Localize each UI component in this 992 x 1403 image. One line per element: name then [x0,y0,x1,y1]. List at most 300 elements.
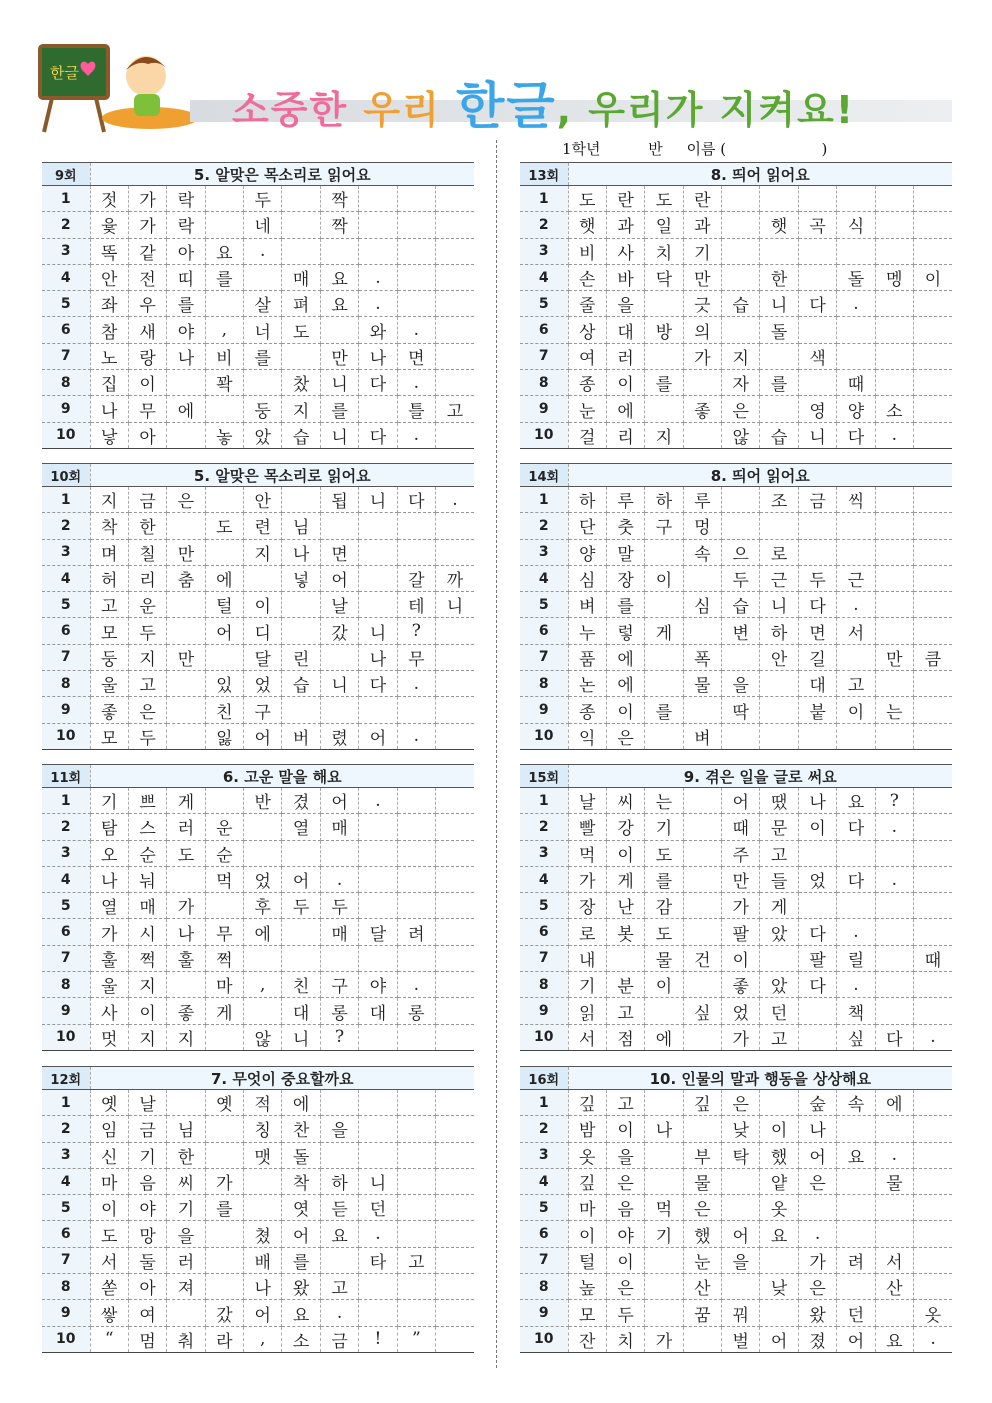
table-row [42,1195,474,1221]
char-cell: 착 [282,1168,320,1194]
char-cell [167,697,205,723]
char-cell [875,565,913,591]
char-cell: 에 [645,1024,683,1050]
char-cell [436,317,474,343]
char-cell [436,186,474,212]
char-cell: 양 [568,539,606,565]
char-cell [359,592,397,618]
char-cell: . [320,1300,358,1326]
session-label: 13회 [520,163,568,186]
char-cell: 던 [359,1195,397,1221]
char-cell: 이 [645,972,683,998]
char-cell: 습 [722,592,760,618]
char-cell: 지 [244,539,282,565]
char-cell [282,238,320,264]
char-cell: 기 [90,788,128,814]
char-cell [722,513,760,539]
char-cell [683,840,721,866]
char-cell: 았 [244,422,282,448]
char-cell: 왔 [798,1300,836,1326]
char-cell: 옛 [90,1090,128,1116]
char-cell: 숲 [798,1090,836,1116]
table-row [520,186,952,212]
char-cell: 이 [914,264,952,290]
char-cell: 왔 [282,1274,320,1300]
char-cell: 모 [90,618,128,644]
char-cell: 윷 [90,212,128,238]
char-cell [397,1300,435,1326]
char-cell: 상 [568,317,606,343]
char-cell: 임 [90,1116,128,1142]
char-cell [645,1247,683,1273]
char-cell [205,487,243,513]
char-cell [436,814,474,840]
char-cell: 에 [606,671,644,697]
row-number: 3 [520,238,568,264]
table-row [42,644,474,670]
char-cell [837,186,875,212]
char-cell [436,1274,474,1300]
char-cell [683,814,721,840]
char-cell: 친 [282,972,320,998]
char-cell: 착 [90,513,128,539]
char-cell [244,1195,282,1221]
char-cell [205,1274,243,1300]
row-number: 5 [520,1195,568,1221]
char-cell: 을 [722,1247,760,1273]
char-cell [683,788,721,814]
char-cell [205,396,243,422]
char-cell [397,1142,435,1168]
char-cell: 게 [167,788,205,814]
table-row [42,1090,474,1116]
char-cell [875,513,913,539]
char-cell [914,422,952,448]
char-cell [798,317,836,343]
char-cell [436,291,474,317]
char-cell: 린 [282,644,320,670]
table-row [42,671,474,697]
char-cell [914,1090,953,1116]
char-cell: 마 [90,1168,128,1194]
char-cell: 니 [320,671,358,697]
row-number: 1 [42,186,90,212]
table-row [42,866,474,892]
session-title: 5. 알맞은 목소리로 읽어요 [90,464,474,487]
char-cell: 폭 [683,644,721,670]
char-cell: 바 [606,264,644,290]
table-row [520,1274,952,1300]
char-cell: . [798,1221,836,1247]
char-cell: 쳤 [244,1221,282,1247]
char-cell: 두 [282,893,320,919]
char-cell [914,919,952,945]
char-cell [205,186,243,212]
char-cell: 다 [798,919,836,945]
char-cell [798,186,836,212]
char-cell [282,212,320,238]
char-cell: 고 [128,671,166,697]
char-cell: 싶 [683,998,721,1024]
row-number: 9 [520,1300,568,1326]
char-cell: 칭 [244,1116,282,1142]
char-cell: 손 [568,264,606,290]
char-cell: 때 [722,814,760,840]
table-row [42,592,474,618]
char-cell: 영 [798,396,836,422]
char-cell: 됩 [320,487,358,513]
char-cell [205,1116,243,1142]
char-cell [320,644,358,670]
table-row [520,788,952,814]
char-cell: 주 [722,840,760,866]
char-cell: ? [320,1024,358,1050]
char-cell [359,1024,397,1050]
table-row [42,264,474,290]
char-cell: 분 [606,972,644,998]
char-cell: 아 [167,238,205,264]
session-title: 7. 무엇이 중요할까요 [90,1067,474,1090]
table-row [520,1090,952,1116]
char-cell: 좋 [90,697,128,723]
char-cell: 을 [167,1221,205,1247]
char-cell: 를 [167,291,205,317]
char-cell [875,893,913,919]
char-cell: . [875,814,913,840]
char-cell: 쁘 [128,788,166,814]
char-cell: 멋 [90,1024,128,1050]
char-cell [645,1168,683,1194]
char-cell: 가 [167,893,205,919]
char-cell: 눈 [568,396,606,422]
char-cell [397,1221,435,1247]
row-number: 3 [42,539,90,565]
char-cell: 렸 [320,723,358,749]
char-cell: 눠 [128,866,166,892]
char-cell: 다 [837,422,875,448]
char-cell: 를 [760,370,798,396]
row-number: 7 [42,945,90,971]
char-cell: 을 [722,671,760,697]
char-cell: 어 [798,1142,836,1168]
char-cell [875,539,913,565]
char-cell [282,919,320,945]
char-cell: 두 [128,618,166,644]
session-label: 12회 [42,1067,90,1090]
char-cell: , [244,1326,282,1352]
char-cell [436,998,474,1024]
char-cell: 새 [128,317,166,343]
char-cell [436,1326,474,1352]
char-cell [875,618,913,644]
char-cell [359,1142,397,1168]
table-row [42,1274,474,1300]
char-cell: 자 [722,370,760,396]
char-cell: 대 [282,998,320,1024]
char-cell: 울 [90,972,128,998]
char-cell [875,1195,913,1221]
row-number: 9 [42,1300,90,1326]
char-cell [359,945,397,971]
char-cell: 붙 [798,697,836,723]
char-cell: 요 [837,1142,875,1168]
char-cell: 네 [244,212,282,238]
char-cell [436,264,474,290]
char-cell: 대 [359,998,397,1024]
table-row [42,972,474,998]
char-cell: 땠 [760,788,798,814]
char-cell [282,840,320,866]
char-cell [914,1168,953,1194]
char-cell [837,840,875,866]
char-cell: 어 [244,723,282,749]
char-cell [914,1195,953,1221]
char-cell: . [397,972,435,998]
char-cell [760,1247,798,1273]
char-cell: 멩 [875,264,913,290]
char-cell [914,972,952,998]
char-cell [167,618,205,644]
char-cell: 를 [244,343,282,369]
char-cell: 대 [798,671,836,697]
char-cell: 와 [359,317,397,343]
char-cell: . [837,592,875,618]
char-cell: 이 [722,945,760,971]
row-number: 7 [520,644,568,670]
table-row [520,1221,952,1247]
char-cell: 이 [837,697,875,723]
char-cell [397,212,435,238]
char-cell: 져 [167,1274,205,1300]
char-cell: 만 [167,539,205,565]
char-cell: . [359,1221,397,1247]
table-row [520,945,952,971]
char-cell [914,788,952,814]
char-cell: 물 [683,671,721,697]
char-cell [436,1247,474,1273]
char-cell: . [875,866,913,892]
char-cell [760,396,798,422]
char-cell: 두 [244,186,282,212]
row-number: 1 [42,1090,90,1116]
char-cell: 쩍 [205,945,243,971]
char-cell [436,893,474,919]
char-cell: 습 [722,291,760,317]
char-cell [436,539,474,565]
char-cell [359,396,397,422]
char-cell: 사 [606,238,644,264]
char-cell [914,1142,953,1168]
char-cell [722,1195,760,1221]
banner-word-4: , 우리가 지켜요! [556,88,856,132]
char-cell: 점 [606,1024,644,1050]
row-number: 6 [42,1221,90,1247]
row-number: 5 [520,291,568,317]
char-cell: 팔 [798,945,836,971]
char-cell: 큼 [914,644,952,670]
table-row [520,814,952,840]
char-cell [397,539,435,565]
char-cell: 하 [320,1168,358,1194]
row-number: 10 [520,1024,568,1050]
char-cell: 너 [244,317,282,343]
char-cell [645,1300,683,1326]
char-cell: 이 [606,697,644,723]
char-cell: 않 [244,1024,282,1050]
char-cell [914,671,952,697]
row-number: 3 [42,238,90,264]
char-cell [722,1274,760,1300]
char-cell: 어 [722,788,760,814]
char-cell: 벼 [568,592,606,618]
char-cell: . [320,866,358,892]
char-cell [436,1142,474,1168]
char-cell: 루 [683,487,721,513]
row-number: 7 [42,343,90,369]
char-cell [205,1024,243,1050]
char-cell: 돌 [282,1142,320,1168]
char-cell [244,998,282,1024]
char-cell: 줄 [568,291,606,317]
char-cell [875,1300,913,1326]
char-cell: 던 [837,1300,875,1326]
mascot-chalkboard-illustration [38,40,208,135]
char-cell: 논 [568,671,606,697]
char-cell: 닥 [645,264,683,290]
char-cell [359,893,397,919]
row-number: 9 [42,396,90,422]
page-header [0,0,992,158]
char-cell: 비 [205,343,243,369]
char-cell: 다 [359,370,397,396]
char-cell: 어 [320,788,358,814]
banner-title [232,66,855,138]
column-divider [496,140,497,1368]
table-row [520,1142,952,1168]
char-cell: 한 [760,264,798,290]
char-cell: 털 [205,592,243,618]
char-cell [436,945,474,971]
table-row [42,893,474,919]
char-cell [205,893,243,919]
row-number: 3 [520,539,568,565]
char-cell: 요 [760,1221,798,1247]
row-number: 10 [42,1326,90,1352]
char-cell: 롱 [397,998,435,1024]
char-cell: ! [359,1326,397,1352]
table-row [42,788,474,814]
char-cell: 두 [320,893,358,919]
char-cell: 도 [205,513,243,539]
char-cell: 나 [359,343,397,369]
char-cell [683,972,721,998]
row-number: 10 [42,1024,90,1050]
char-cell: 나 [167,343,205,369]
char-cell [914,1221,953,1247]
char-cell [397,1116,435,1142]
table-row [520,723,952,749]
char-cell [645,1090,683,1116]
char-cell: 나 [359,644,397,670]
char-cell [798,539,836,565]
char-cell [244,945,282,971]
char-cell [914,840,952,866]
char-cell: 어 [205,618,243,644]
char-cell: 멍 [683,513,721,539]
char-cell: 심 [683,592,721,618]
char-cell: 매 [320,919,358,945]
char-cell [436,840,474,866]
char-cell: 장 [606,565,644,591]
row-number: 8 [520,370,568,396]
char-cell [205,291,243,317]
char-cell: 똑 [90,238,128,264]
char-cell [282,697,320,723]
char-cell: 날 [568,788,606,814]
char-cell: 춧 [606,513,644,539]
char-cell: 를 [205,264,243,290]
row-number: 7 [520,945,568,971]
char-cell: 먹 [205,866,243,892]
char-cell [397,513,435,539]
table-row [42,919,474,945]
char-cell: 어 [320,565,358,591]
char-cell: 소 [875,396,913,422]
char-cell: 감 [645,893,683,919]
char-cell: 요 [282,1300,320,1326]
char-cell: 햇 [568,212,606,238]
char-cell: 도 [568,186,606,212]
char-cell: 집 [90,370,128,396]
char-cell [167,972,205,998]
row-number: 5 [520,592,568,618]
table-row [42,814,474,840]
char-cell [645,1142,683,1168]
char-cell: 누 [568,618,606,644]
char-cell: 고 [760,1024,798,1050]
char-cell: 에 [282,1090,320,1116]
char-cell [760,1090,798,1116]
char-cell [359,1090,397,1116]
char-cell [914,592,952,618]
row-number: 2 [42,1116,90,1142]
char-cell [837,1116,875,1142]
char-cell [683,919,721,945]
char-cell: 만 [167,644,205,670]
char-cell: 고 [606,998,644,1024]
table-row [520,539,952,565]
char-cell: 롱 [320,998,358,1024]
char-cell: 도 [645,186,683,212]
char-cell [798,238,836,264]
char-cell: 산 [875,1274,913,1300]
char-cell [875,840,913,866]
char-cell: 나 [167,919,205,945]
char-cell [837,1221,875,1247]
char-cell: 했 [760,1142,798,1168]
char-cell [760,1300,798,1326]
char-cell: 여 [128,1300,166,1326]
table-row [42,1142,474,1168]
char-cell: 반 [244,788,282,814]
table-row [520,866,952,892]
char-cell: 우 [128,291,166,317]
table-row [520,291,952,317]
char-cell [436,238,474,264]
char-cell: 고 [606,1090,644,1116]
char-cell [875,317,913,343]
row-number: 7 [42,644,90,670]
